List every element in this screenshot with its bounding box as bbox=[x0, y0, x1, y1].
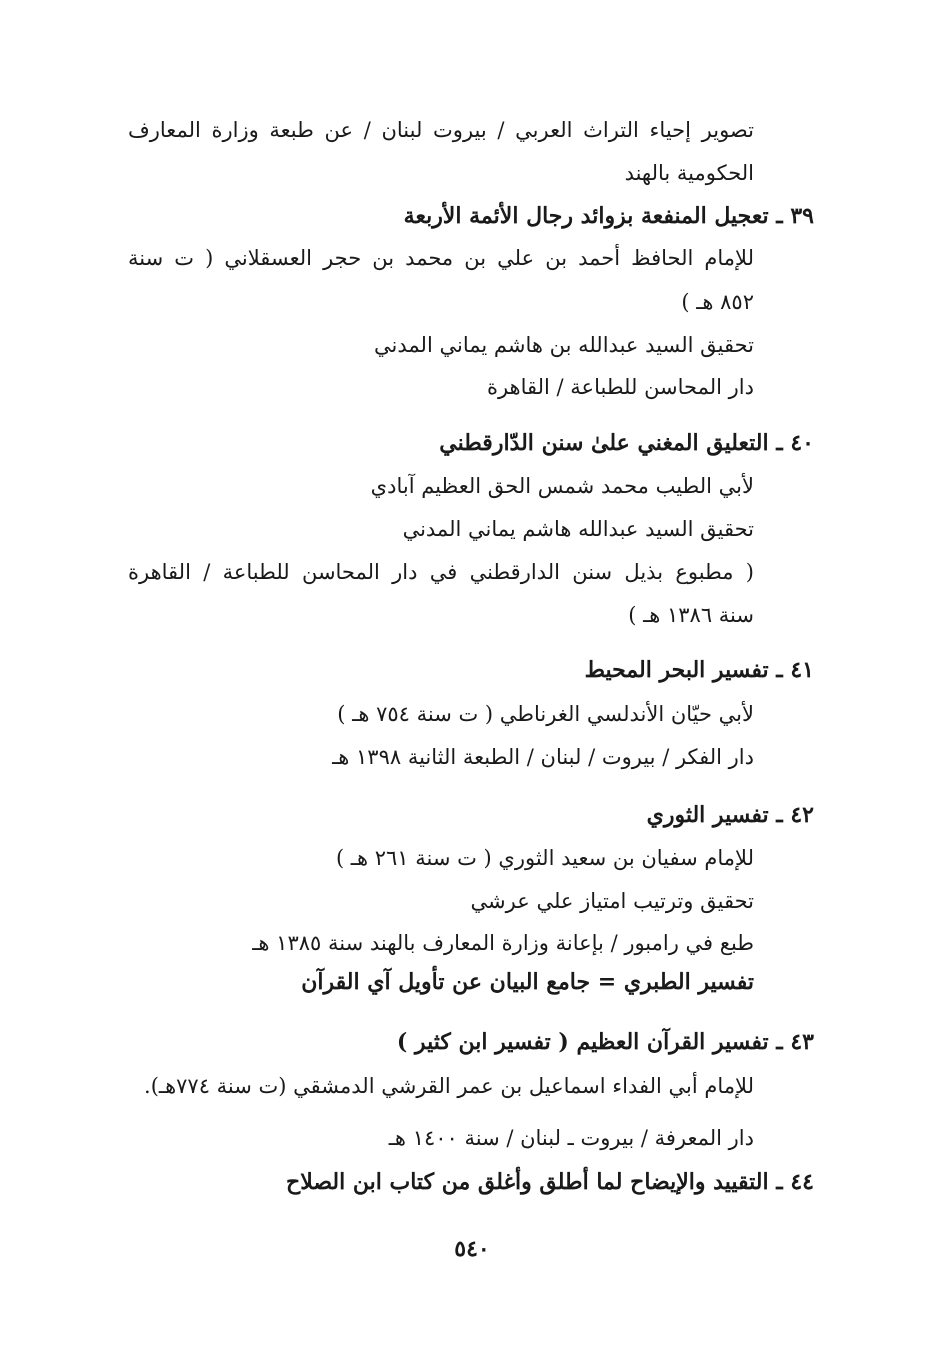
text-line: ( مطبوع بذيل سنن الدارقطني في دار المحاسن للطباعة / القاهرة bbox=[128, 560, 754, 584]
text-line: تحقيق السيد عبدالله هاشم يماني المدني bbox=[402, 517, 754, 541]
cross-reference-tabari: تفسير الطبري = جامع البيان عن تأويل آي القرآن bbox=[301, 969, 754, 995]
entry-heading-40: ٤٠ ـ التعليق المغني علىٰ سنن الدّارقطني bbox=[439, 430, 814, 456]
text-line: سنة ١٣٨٦ هـ ) bbox=[628, 603, 754, 627]
text-line: الحكومية بالهند bbox=[624, 161, 754, 185]
text-line: تحقيق السيد عبدالله بن هاشم يماني المدني bbox=[374, 333, 754, 357]
text-line: للإمام الحافظ أحمد بن علي بن محمد بن حجر العسقلاني ( ت سنة bbox=[128, 246, 754, 270]
entry-heading-41: ٤١ ـ تفسير البحر المحيط bbox=[584, 657, 814, 683]
text-line: للإمام سفيان بن سعيد الثوري ( ت سنة ٢٦١ هـ ) bbox=[335, 846, 754, 870]
entry-heading-42: ٤٢ ـ تفسير الثوري bbox=[646, 802, 814, 828]
text-line: دار المحاسن للطباعة / القاهرة bbox=[486, 375, 754, 399]
page-number: ٥٤٠ bbox=[454, 1236, 490, 1262]
entry-heading-39: ٣٩ ـ تعجيل المنفعة بزوائد رجال الأئمة الأربعة bbox=[403, 203, 814, 229]
entry-heading-43: ٤٣ ـ تفسير القرآن العظيم ( تفسير ابن كثير ) bbox=[396, 1029, 814, 1055]
text-line: دار الفكر / بيروت / لبنان / الطبعة الثانية ١٣٩٨ هـ bbox=[332, 745, 754, 769]
text-line: دار المعرفة / بيروت ـ لبنان / سنة ١٤٠٠ هـ bbox=[388, 1126, 754, 1150]
entry-heading-44: ٤٤ ـ التقييد والإيضاح لما أطلق وأغلق من كتاب ابن الصلاح bbox=[286, 1169, 814, 1195]
text-line: لأبي حيّان الأندلسي الغرناطي ( ت سنة ٧٥٤ هـ ) bbox=[337, 702, 754, 726]
text-line: تحقيق وترتيب امتياز علي عرشي bbox=[470, 889, 754, 913]
text-line: تصوير إحياء التراث العربي / بيروت لبنان / عن طبعة وزارة المعارف bbox=[128, 118, 754, 142]
text-line: ٨٥٢ هـ ) bbox=[681, 290, 754, 314]
text-line: للإمام أبي الفداء اسماعيل بن عمر القرشي الدمشقي (ت سنة ٧٧٤هـ). bbox=[144, 1074, 754, 1098]
text-line: لأبي الطيب محمد شمس الحق العظيم آبادي bbox=[370, 474, 754, 498]
text-line: طبع في رامبور / بإعانة وزارة المعارف بالهند سنة ١٣٨٥ هـ bbox=[252, 931, 754, 955]
